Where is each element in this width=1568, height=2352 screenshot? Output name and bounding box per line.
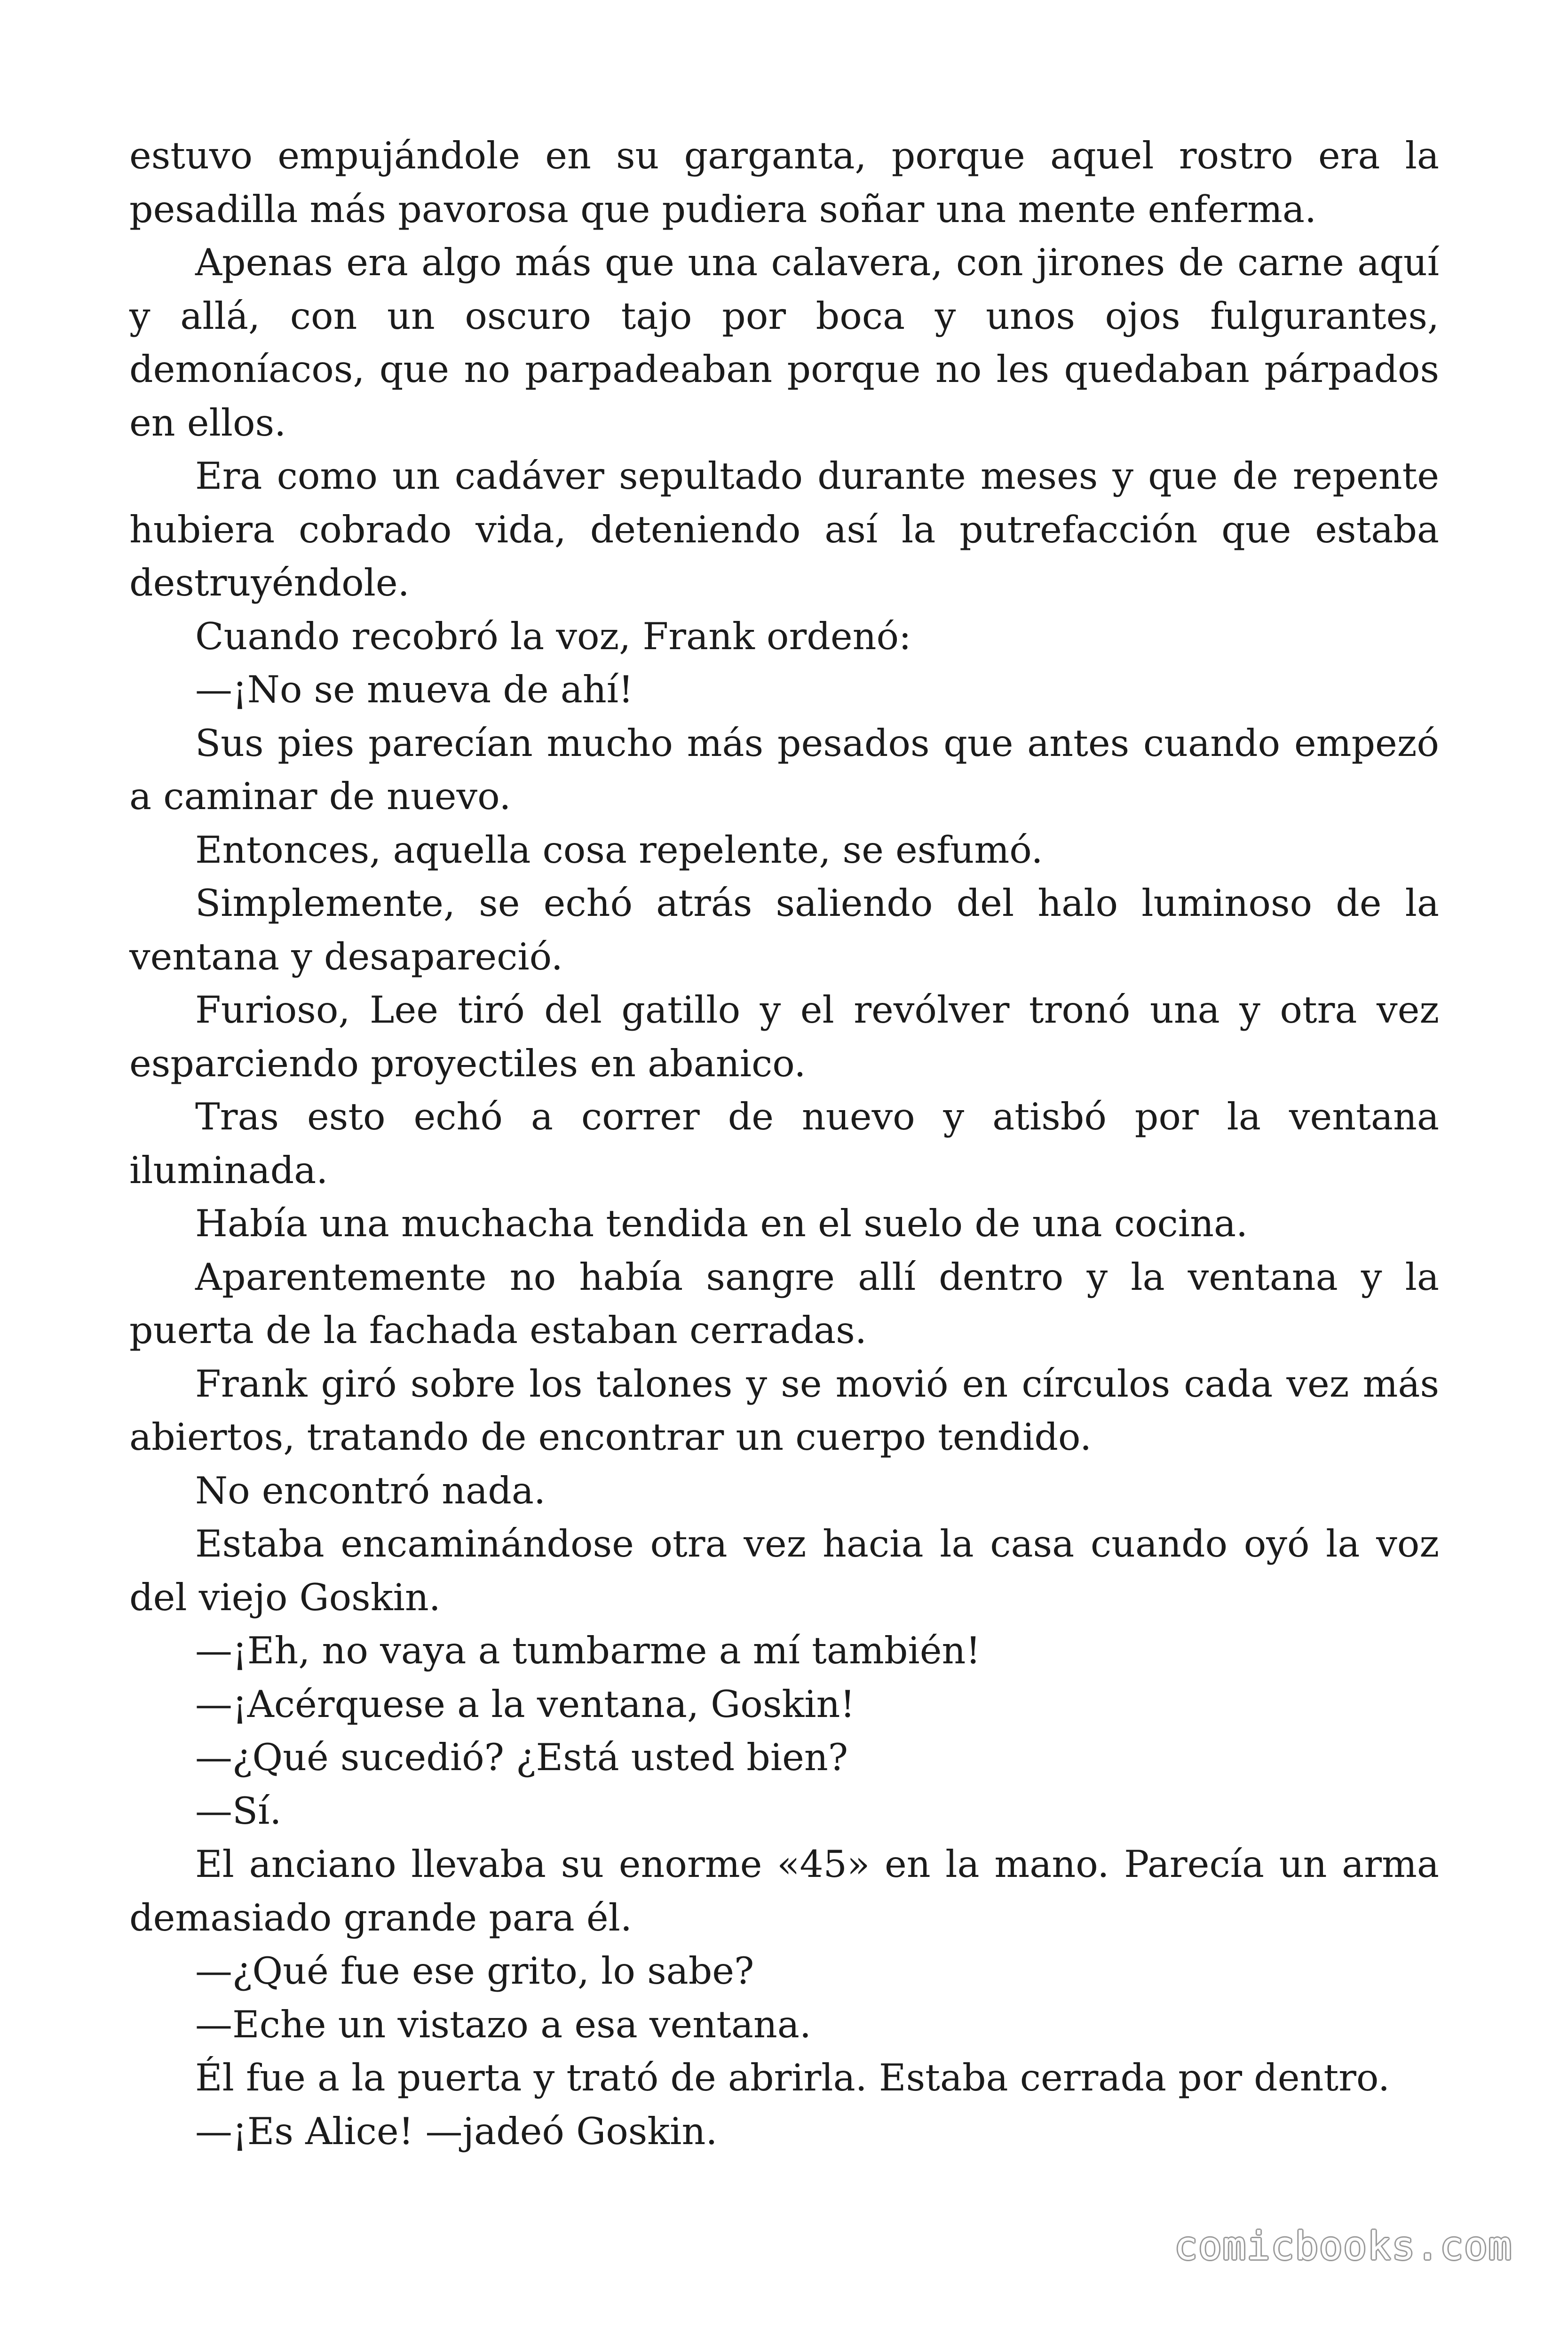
dialogue-line: —Sí. <box>195 1789 282 1833</box>
paragraph: Cuando recobró la voz, Frank ordenó: <box>195 614 911 658</box>
dialogue-line: —¡Eh, no vaya a tumbarme a mí también! <box>195 1629 981 1672</box>
dialogue-line: —¡Acérquese a la ventana, Goskin! <box>195 1682 855 1726</box>
paragraph: Entonces, aquella cosa repelente, se esfumó. <box>195 828 1043 872</box>
dialogue-line: —¡No se mueva de ahí! <box>195 668 634 711</box>
paragraph: Tras esto echó a correr de nuevo y atisbó por la ventana iluminada. <box>129 1095 1439 1192</box>
paragraph: Aparentemente no había sangre allí dentro y la ventana y la puerta de la fachada estaban cerradas. <box>129 1255 1439 1352</box>
book-page-text <box>129 129 1439 2158</box>
paragraph: Estaba encaminándose otra vez hacia la casa cuando oyó la voz del viejo Goskin. <box>129 1522 1439 1619</box>
dialogue-line: —¡Es Alice! —jadeó Goskin. <box>195 2109 718 2153</box>
paragraph: Apenas era algo más que una calavera, con jirones de carne aquí y allá, con un oscuro tajo por boca y unos ojos fulgurantes, demoníacos, que no parpadeaban porque no les quedaban párpados en ellos. <box>129 241 1439 445</box>
dialogue-line: —¿Qué sucedió? ¿Está usted bien? <box>195 1736 848 1779</box>
dialogue-line: —Eche un vistazo a esa ventana. <box>195 2002 812 2046</box>
paragraph: Furioso, Lee tiró del gatillo y el revólver tronó una y otra vez esparciendo proyectiles en abanico. <box>129 988 1439 1085</box>
paragraph: Simplemente, se echó atrás saliendo del halo luminoso de la ventana y desapareció. <box>129 882 1439 978</box>
paragraph: El anciano llevaba su enorme «45» en la mano. Parecía un arma demasiado grande para él. <box>129 1843 1439 1939</box>
paragraph: estuvo empujándole en su garganta, porque aquel rostro era la pesadilla más pavorosa que pudiera soñar una mente enferma. <box>129 134 1439 231</box>
paragraph: Frank giró sobre los talones y se movió en círculos cada vez más abiertos, tratando de encontrar un cuerpo tendido. <box>129 1362 1439 1459</box>
paragraph: Había una muchacha tendida en el suelo de una cocina. <box>195 1202 1248 1245</box>
dialogue-line: —¿Qué fue ese grito, lo sabe? <box>195 1949 754 1993</box>
paragraph: Sus pies parecían mucho más pesados que antes cuando empezó a caminar de nuevo. <box>129 721 1439 818</box>
paragraph: Él fue a la puerta y trató de abrirla. Estaba cerrada por dentro. <box>195 2056 1390 2099</box>
paragraph: Era como un cadáver sepultado durante meses y que de repente hubiera cobrado vida, deteniendo así la putrefacción que estaba destruyéndole. <box>129 454 1439 604</box>
watermark: comicbooks.com <box>1174 2224 1513 2269</box>
paragraph: No encontró nada. <box>195 1469 546 1512</box>
